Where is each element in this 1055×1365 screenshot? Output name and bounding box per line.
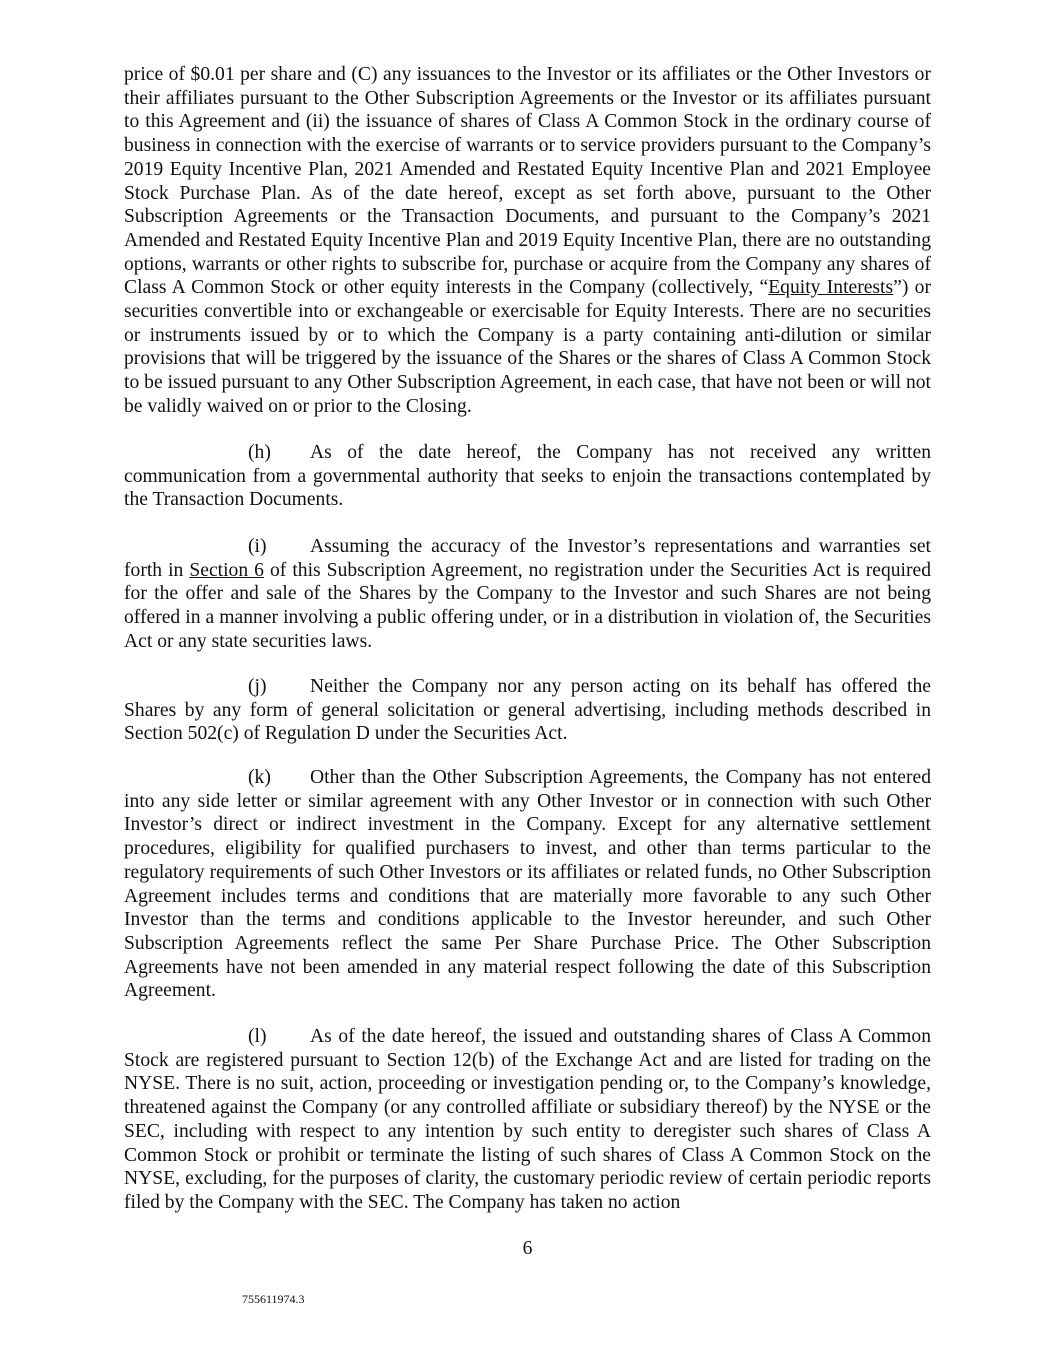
paragraph-i — [124, 535, 931, 654]
clause-label-j: (j) — [248, 676, 267, 697]
paragraph-text: of this Subscription Agreement, no registration under the Securities Act is required for the offer and sale of the Shares by the Company to the Investor and such Shares are not being offered in a manner involving a public offering under, or in a distribution in violation of, the Securities Act or any state securities laws. — [124, 559, 931, 652]
paragraph-text: Other than the Other Subscription Agreements, the Company has not entered into any side letter or similar agreement with any Other Investor or in connection with such Other Investor’s direct or indirect investment in the Company. Except for any alternative settlement procedures, eligibility for qualified purchasers to invest, and other than terms particular to the regulatory requirements of such Other Investors or its affiliates or related funds, no Other Subscription Agreement includes terms and conditions that are materially more favorable to any such Other Investor than the terms and conditions applicable to the Investor hereunder, and such Other Subscription Agreements reflect the same Per Share Purchase Price. The Other Subscription Agreements have not been amended in any material respect following the date of this Subscription Agreement. — [124, 767, 931, 1002]
paragraph-k — [124, 766, 931, 1003]
document-id: 755611974.3 — [242, 1292, 305, 1306]
clause-label-h: (h) — [248, 442, 271, 463]
paragraph-h — [124, 441, 931, 512]
paragraph-text: As of the date hereof, the issued and outstanding shares of Class A Common Stock are registered pursuant to Section 12(b) of the Exchange Act and are listed for trading on the NYSE. There is no suit, action, proceeding or investigation pending or, to the Company’s knowledge, threatened against the Company (or any controlled affiliate or subsidiary thereof) by the NYSE or the SEC, including with respect to any intention by such entity to deregister such shares of Class A Common Stock or prohibit or terminate the listing of such shares of Class A Common Stock on the NYSE, excluding, for the purposes of clarity, the customary periodic review of certain periodic reports filed by the Company with the SEC. The Company has taken no action — [124, 1026, 931, 1213]
defined-term-equity-interests: Equity Interests — [768, 277, 894, 299]
paragraph-text: As of the date hereof, the Company has not received any written communication from a governmental authority that seeks to enjoin the transactions contemplated by the Transaction Documents. — [124, 442, 931, 511]
paragraph-l — [124, 1025, 931, 1215]
clause-label-i: (i) — [248, 536, 267, 557]
paragraph-text: price of $0.01 per share and (C) any issuances to the Investor or its affiliates or the Other Investors or their affiliates pursuant to the Other Subscription Agreements or the Investor or its affiliates pursuant to this Agreement and (ii) the issuance of shares of Class A Common Stock in the ordinary course of business in connection with the exercise of warrants or to service providers pursuant to the Company’s 2019 Equity Incentive Plan, 2021 Amended and Restated Equity Incentive Plan and 2021 Employee Stock Purchase Plan. As of the date hereof, except as set forth above, pursuant to the Other Subscription Agreements or the Transaction Documents, and pursuant to the Company’s 2021 Amended and Restated Equity Incentive Plan and 2019 Equity Incentive Plan, there are no outstanding options, warrants or other rights to subscribe for, purchase or acquire from the Company any shares of Class A Common Stock or other equity interests in the Company (collectively, “ — [124, 64, 931, 299]
paragraph-text: Assuming the accuracy of the Investor’s representations and warranties set forth in — [124, 536, 931, 581]
paragraph-text: ”) or securities convertible into or exchangeable or exercisable for Equity Interests. There are no securities or instruments issued by or to which the Company is a party containing anti-dilution or similar provisions that will be triggered by the issuance of the Shares or the shares of Class A Common Stock to be issued pursuant to any Other Subscription Agreement, in each case, that have not been or will not be validly waived on or prior to the Closing. — [124, 277, 931, 417]
clause-label-l: (l) — [248, 1026, 267, 1047]
paragraph-j — [124, 675, 931, 746]
page-number: 6 — [522, 1238, 533, 1259]
section-6-reference: Section 6 — [189, 559, 264, 581]
paragraph-text: Neither the Company nor any person acting on its behalf has offered the Shares by any form of general solicitation or general advertising, including methods described in Section 502(c) of Regulation D under the Securities Act. — [124, 676, 931, 745]
clause-label-k: (k) — [248, 767, 271, 788]
paragraph-continued — [124, 63, 931, 419]
